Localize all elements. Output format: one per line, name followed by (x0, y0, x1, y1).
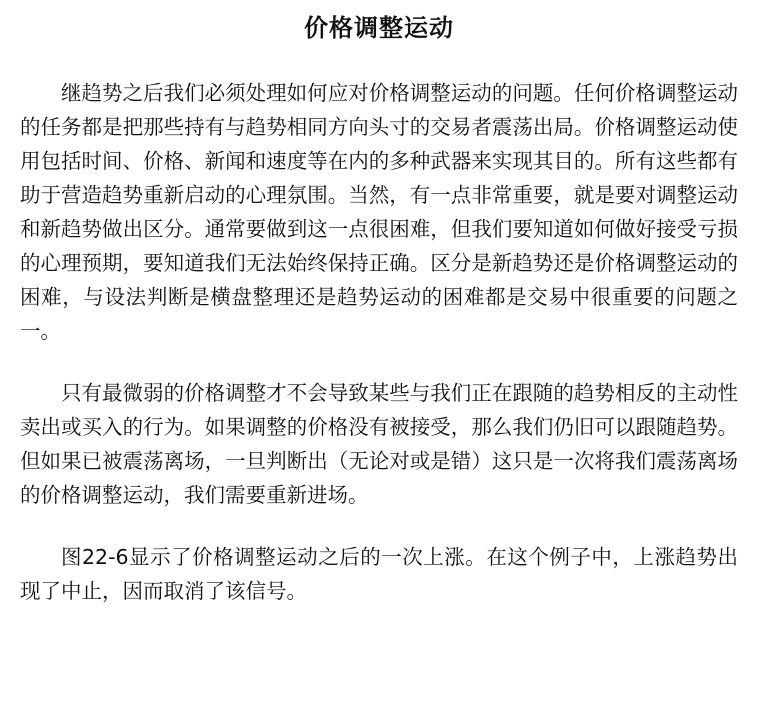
paragraph-3: 图22-6显示了价格调整运动之后的一次上涨。在这个例子中，上涨趋势出现了中止，因而取消了该信号。 (20, 545, 738, 603)
paragraph-1: 继趋势之后我们必须处理如何应对价格调整运动的问题。任何价格调整运动的任务都是把那些持有与趋势相同方向头寸的交易者震荡出局。价格调整运动使用包括时间、价格、新闻和速度等在内的多种武器来实现其目的。所有这些都有助于营造趋势重新启动的心理氛围。当然，有一点非常重要，就是要对调整运动和新趋势做出区分。通常要做到这一点很困难，但我们要知道如何做好接受亏损的心理预期，要知道我们无法始终保持正确。区分是新趋势还是价格调整运动的困难，与设法判断是横盘整理还是趋势运动的困难都是交易中很重要的问题之一。 (20, 81, 738, 343)
page-title: 价格调整运动 (304, 14, 454, 42)
paragraph-2: 只有最微弱的价格调整才不会导致某些与我们正在跟随的趋势相反的主动性卖出或买入的行为。如果调整的价格没有被接受，那么我们仍旧可以跟随趋势。但如果已被震荡离场，一旦判断出（无论对或是错）这只是一次将我们震荡离场的价格调整运动，我们需要重新进场。 (20, 381, 738, 507)
